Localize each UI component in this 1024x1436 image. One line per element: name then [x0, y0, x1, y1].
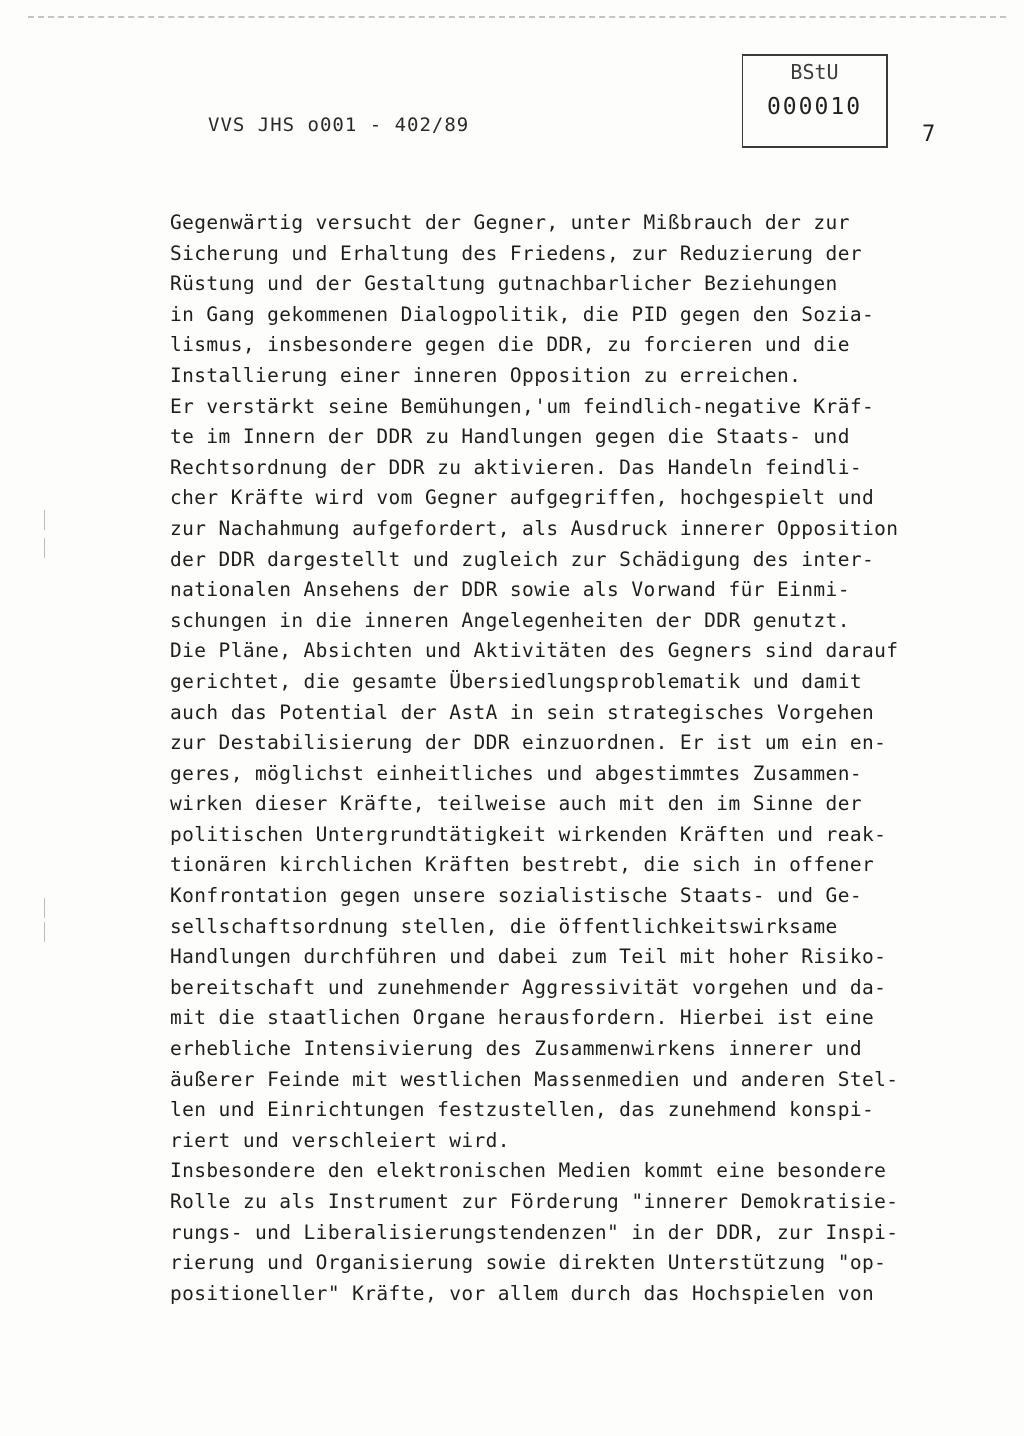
text-line: der DDR dargestellt und zugleich zur Schädigung des inter- — [170, 547, 875, 571]
margin-punch-mark — [44, 538, 49, 558]
margin-punch-mark — [44, 510, 49, 530]
text-line: nationalen Ansehens der DDR sowie als Vorwand für Einmi- — [170, 578, 850, 602]
text-line: cher Kräfte wird vom Gegner aufgegriffen, hochgespielt und — [170, 486, 875, 510]
text-line: geres, möglichst einheitliches und abgestimmtes Zusammen- — [170, 761, 862, 785]
stamp-title: BStU — [790, 60, 839, 84]
top-scan-rule — [28, 16, 1006, 18]
document-reference: VVS JHS o001 - 402/89 — [208, 114, 470, 136]
text-line: schungen in die inneren Angelegenheiten der DDR genutzt. — [170, 608, 850, 632]
text-line: len und Einrichtungen festzustellen, das zunehmend konspi- — [170, 1098, 875, 1122]
text-line: in Gang gekommenen Dialogpolitik, die PID gegen den Sozia- — [170, 302, 875, 326]
text-line: Konfrontation gegen unsere sozialistische Staats- und Ge- — [170, 884, 862, 908]
text-line: riert und verschleiert wird. — [170, 1128, 510, 1152]
text-line: zur Nachahmung aufgefordert, als Ausdruck innerer Opposition — [170, 516, 899, 540]
text-line: Er verstärkt seine Bemühungen,'um feindlich-negative Kräf- — [170, 394, 875, 418]
text-line: gerichtet, die gesamte Übersiedlungsproblematik und damit — [170, 669, 862, 693]
text-line: Insbesondere den elektronischen Medien kommt eine besondere — [170, 1159, 887, 1183]
text-line: zur Destabilisierung der DDR einzuordnen. Er ist um ein en- — [170, 731, 887, 755]
text-line: auch das Potential der AstA in sein strategisches Vorgehen — [170, 700, 875, 724]
text-line: te im Innern der DDR zu Handlungen gegen die Staats- und — [170, 425, 850, 449]
text-line: tionären kirchlichen Kräften bestrebt, die sich in offener — [170, 853, 875, 877]
archive-stamp — [742, 54, 888, 148]
text-line: Rüstung und der Gestaltung gutnachbarlicher Beziehungen — [170, 272, 838, 296]
margin-punch-mark — [44, 898, 49, 918]
text-line: rierung und Organisierung sowie direkten Unterstützung "op- — [170, 1251, 887, 1275]
text-line: positioneller" Kräfte, vor allem durch das Hochspielen von — [170, 1281, 875, 1305]
margin-punch-mark — [44, 922, 49, 942]
text-line: politischen Untergrundtätigkeit wirkenden Kräften und reak- — [170, 822, 887, 846]
body-text — [170, 208, 970, 1309]
text-line: Installierung einer inneren Opposition zu erreichen. — [170, 363, 802, 387]
text-line: Rolle zu als Instrument zur Förderung "innerer Demokratisie- — [170, 1190, 899, 1213]
text-line: erhebliche Intensivierung des Zusammenwirkens innerer und — [170, 1037, 862, 1061]
text-line: wirken dieser Kräfte, teilweise auch mit den im Sinne der — [170, 792, 862, 816]
text-line: bereitschaft und zunehmender Aggressivität vorgehen und da- — [170, 975, 887, 999]
text-line: mit die staatlichen Organe herausfordern. Hierbei ist eine — [170, 1006, 875, 1030]
text-line: Sicherung und Erhaltung des Friedens, zur Reduzierung der — [170, 241, 862, 265]
stamp-number: 000010 — [766, 94, 863, 120]
page-number: 7 — [922, 122, 936, 147]
text-line: Gegenwärtig versucht der Gegner, unter Mißbrauch der zur — [170, 211, 850, 234]
text-line: Die Pläne, Absichten und Aktivitäten des Gegners sind darauf — [170, 639, 899, 663]
text-line: lismus, insbesondere gegen die DDR, zu forcieren und die — [170, 333, 850, 357]
text-line: Handlungen durchführen und dabei zum Teil mit hoher Risiko- — [170, 945, 887, 969]
text-line: äußerer Feinde mit westlichen Massenmedien und anderen Stel- — [170, 1067, 899, 1091]
text-line: sellschaftsordnung stellen, die öffentlichkeitswirksame — [170, 914, 838, 938]
text-line: rungs- und Liberalisierungstendenzen" in der DDR, zur Inspi- — [170, 1220, 899, 1244]
text-line: Rechtsordnung der DDR zu aktivieren. Das Handeln feindli- — [170, 455, 862, 479]
